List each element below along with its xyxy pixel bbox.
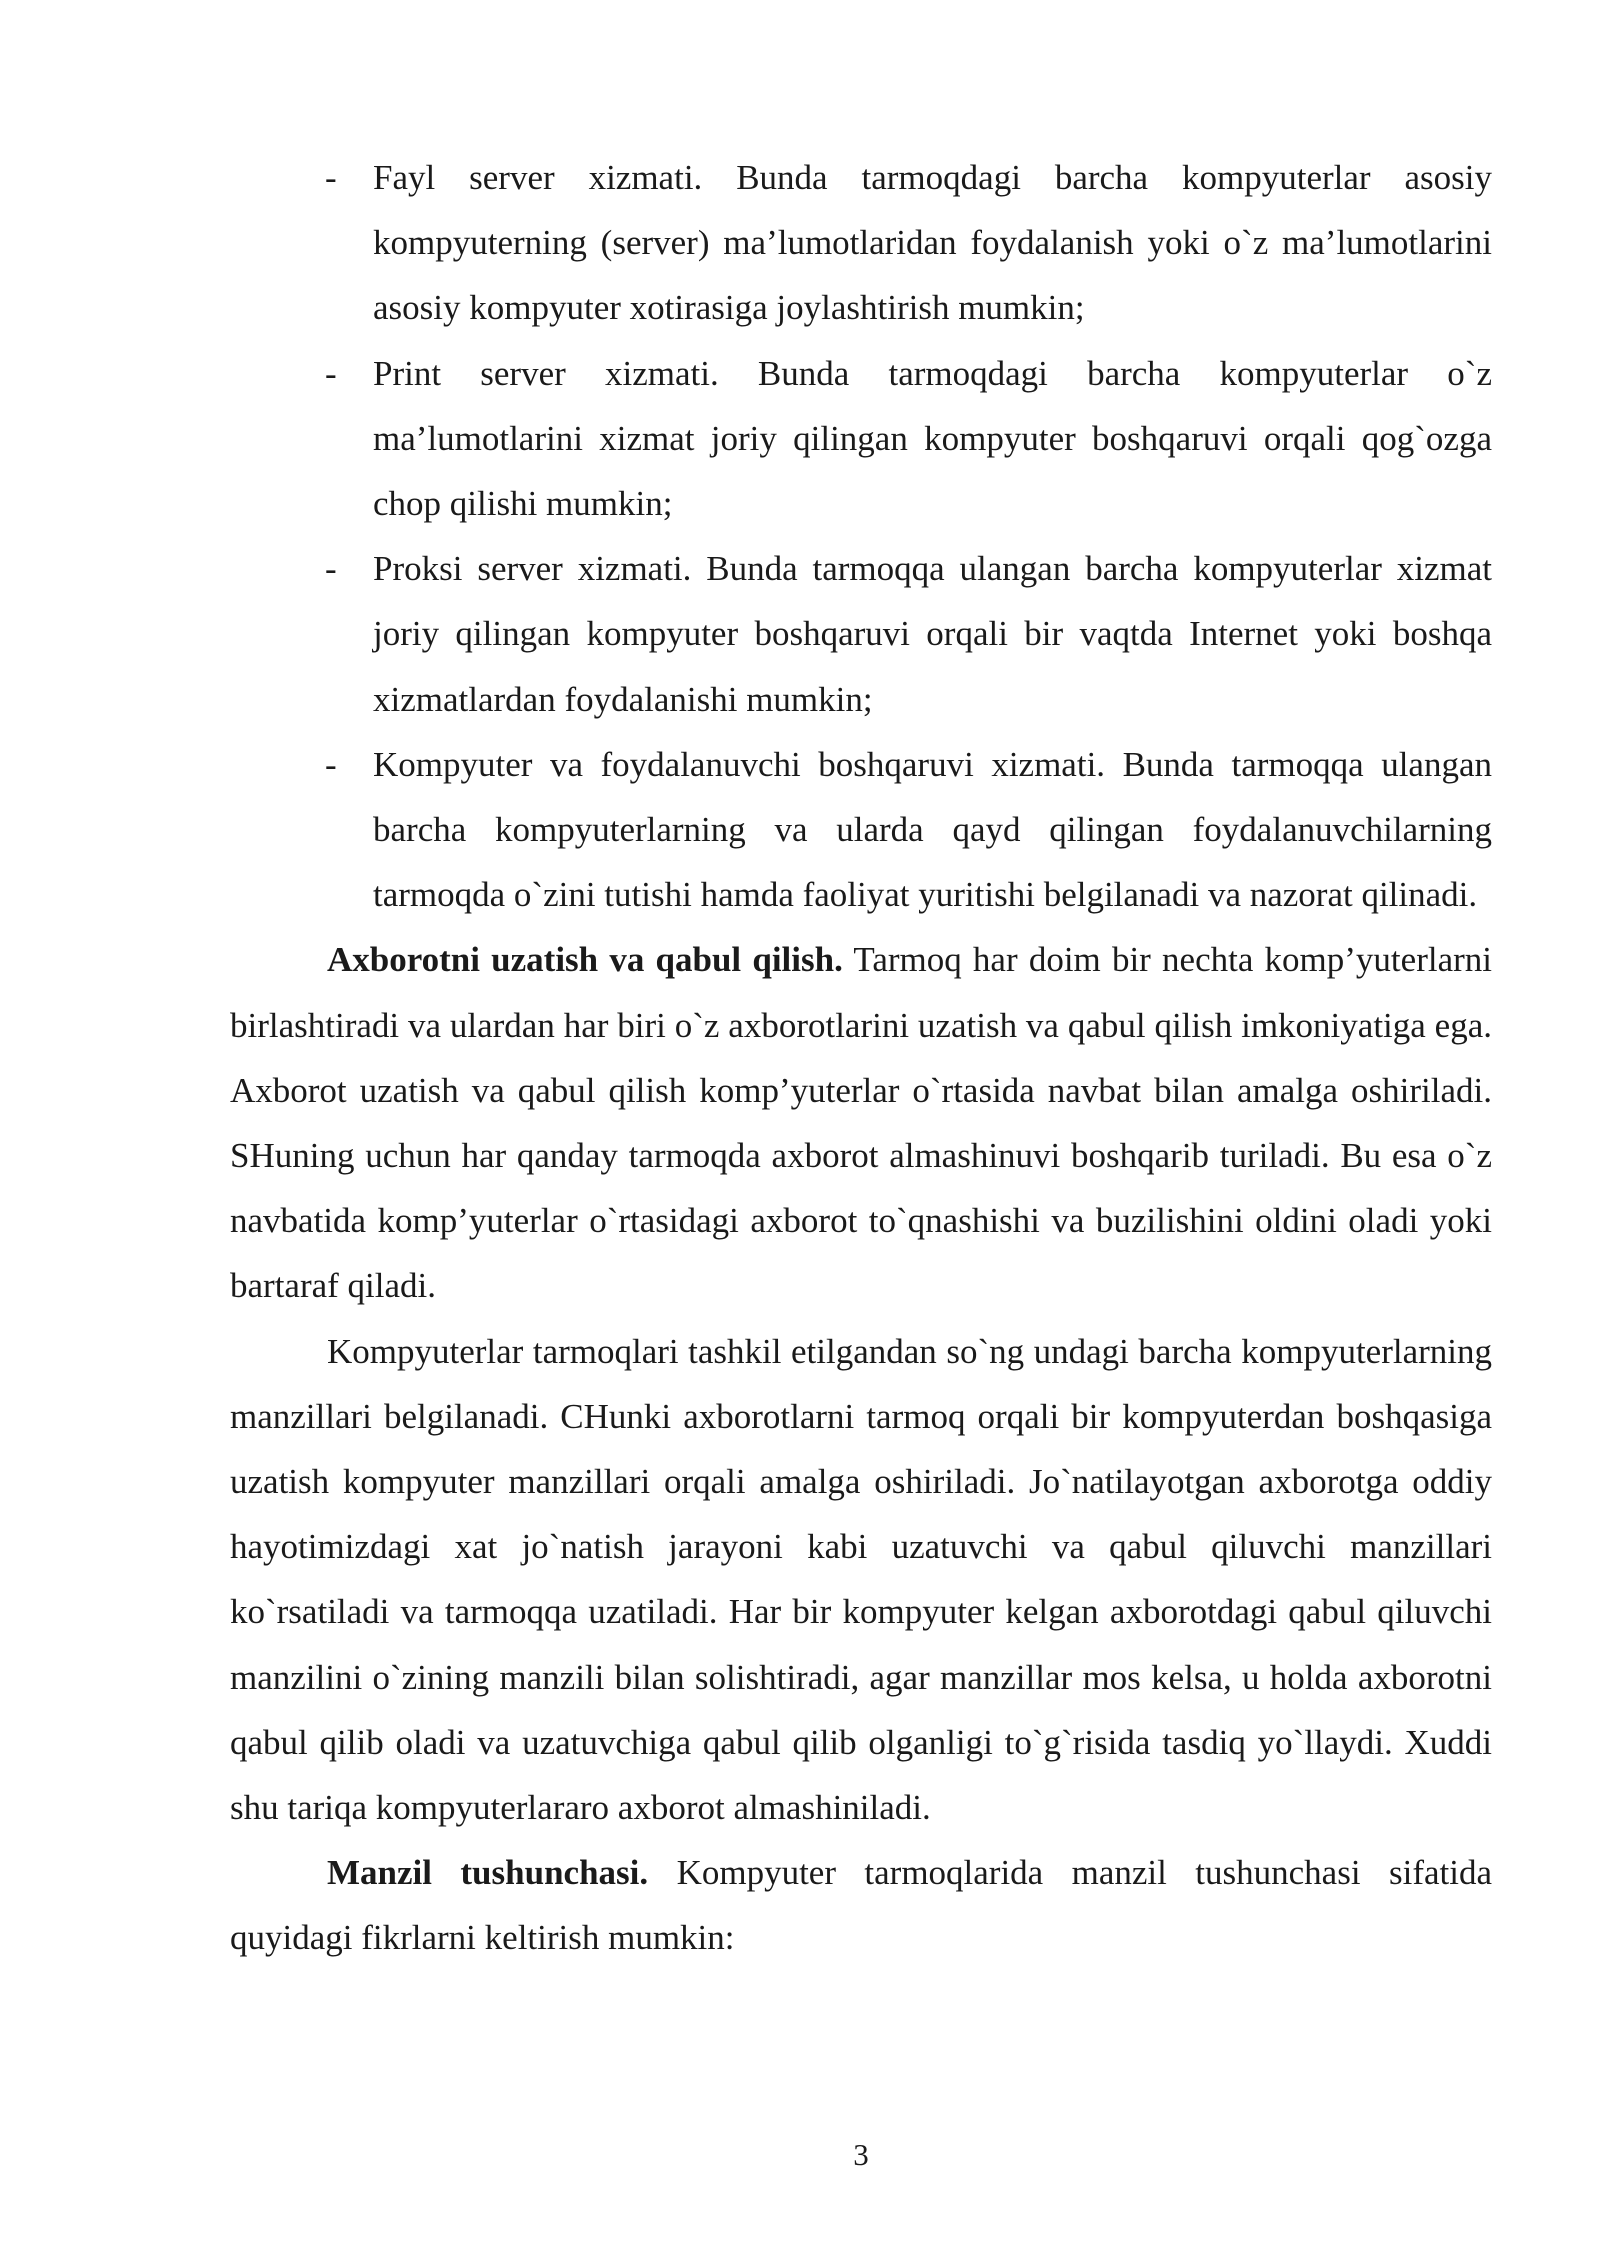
list-item <box>230 145 1492 341</box>
paragraph-transfer <box>230 927 1492 1318</box>
list-item-text: Proksi server xizmati. Bunda tarmoqqa ulangan barcha kompyuterlar xizmat joriy qilingan kompyuter boshqaruvi orqali bir vaqtda Internet yoki boshqa xizmatlardan foydalanishi mumkin; <box>373 549 1492 719</box>
list-item-text: Kompyuter va foydalanuvchi boshqaruvi xizmati. Bunda tarmoqqa ulangan barcha kompyuterlarning va ularda qayd qilingan foydalanuvchilarning tarmoqda o`zini tutishi hamda faoliyat yuritishi belgilanadi va nazorat qilinadi. <box>373 744 1492 915</box>
list-item <box>230 536 1492 732</box>
bullet-dash: - <box>325 158 337 197</box>
page-number: 3 <box>853 2137 869 2172</box>
section-heading-address-concept: Manzil tushunchasi. <box>327 1853 649 1893</box>
paragraph-text: Kompyuter tarmoqlarida manzil tushunchasi sifatida quyidagi fikrlarni keltirish mumkin: <box>230 1853 1492 1958</box>
bullet-dash: - <box>325 353 337 393</box>
page-content <box>230 145 1492 1971</box>
paragraph-addresses <box>230 1319 1492 1841</box>
bullet-dash: - <box>325 744 337 784</box>
section-heading-transfer: Axborotni uzatish va qabul qilish. <box>327 940 843 980</box>
list-item <box>230 732 1492 928</box>
list-item <box>230 341 1492 537</box>
paragraph-address-concept <box>230 1840 1492 1970</box>
paragraph-text: Tarmoq har doim bir nechta komp’yuterlarni birlashtiradi va ulardan har biri o`z axborotlarini uzatish va qabul qilish imkoniyatiga ega. Axborot uzatish va qabul qilish komp’yuterlar o`rtasida navbat bilan amalga oshiriladi. SHuning uchun har qanday tarmoqda axborot almashinuvi boshqarib turiladi. Bu esa o`z navbatida komp’yuterlar o`rtasidagi axborot to`qnashishi va buzilishini oldini oladi yoki bartaraf qiladi. <box>230 940 1492 1306</box>
bullet-dash: - <box>325 549 337 589</box>
list-item-text: Print server xizmati. Bunda tarmoqdagi barcha kompyuterlar o`z ma’lumotlarini xizmat joriy qilingan kompyuter boshqaruvi orqali qog`ozga chop qilishi mumkin; <box>373 353 1492 524</box>
list-item-text: Fayl server xizmati. Bunda tarmoqdagi barcha kompyuterlar asosiy kompyuterning (server) ma’lumotlaridan foydalanish yoki o`z ma’lumotlarini asosiy kompyuter xotirasiga joylashtirish mumkin; <box>373 158 1492 328</box>
paragraph-text: Kompyuterlar tarmoqlari tashkil etilgandan so`ng undagi barcha kompyuterlarning manzillari belgilanadi. CHunki axborotlarni tarmoq orqali bir kompyuterdan boshqasiga uzatish kompyuter manzillari orqali amalga oshiriladi. Jo`natilayotgan axborotga oddiy hayotimizdagi xat jo`natish jarayoni kabi uzatuvchi va qabul qiluvchi manzillari ko`rsatiladi va tarmoqqa uzatiladi. Har bir kompyuter kelgan axborotdagi qabul qiluvchi manzilini o`zining manzili bilan solishtiradi, agar manzillar mos kelsa, u holda axborotni qabul qilib oladi va uzatuvchiga qabul qilib olganligi to`g`risida tasdiq yo`llaydi. Xuddi shu tariqa kompyuterlararo axborot almashiniladi. <box>230 1331 1492 1828</box>
